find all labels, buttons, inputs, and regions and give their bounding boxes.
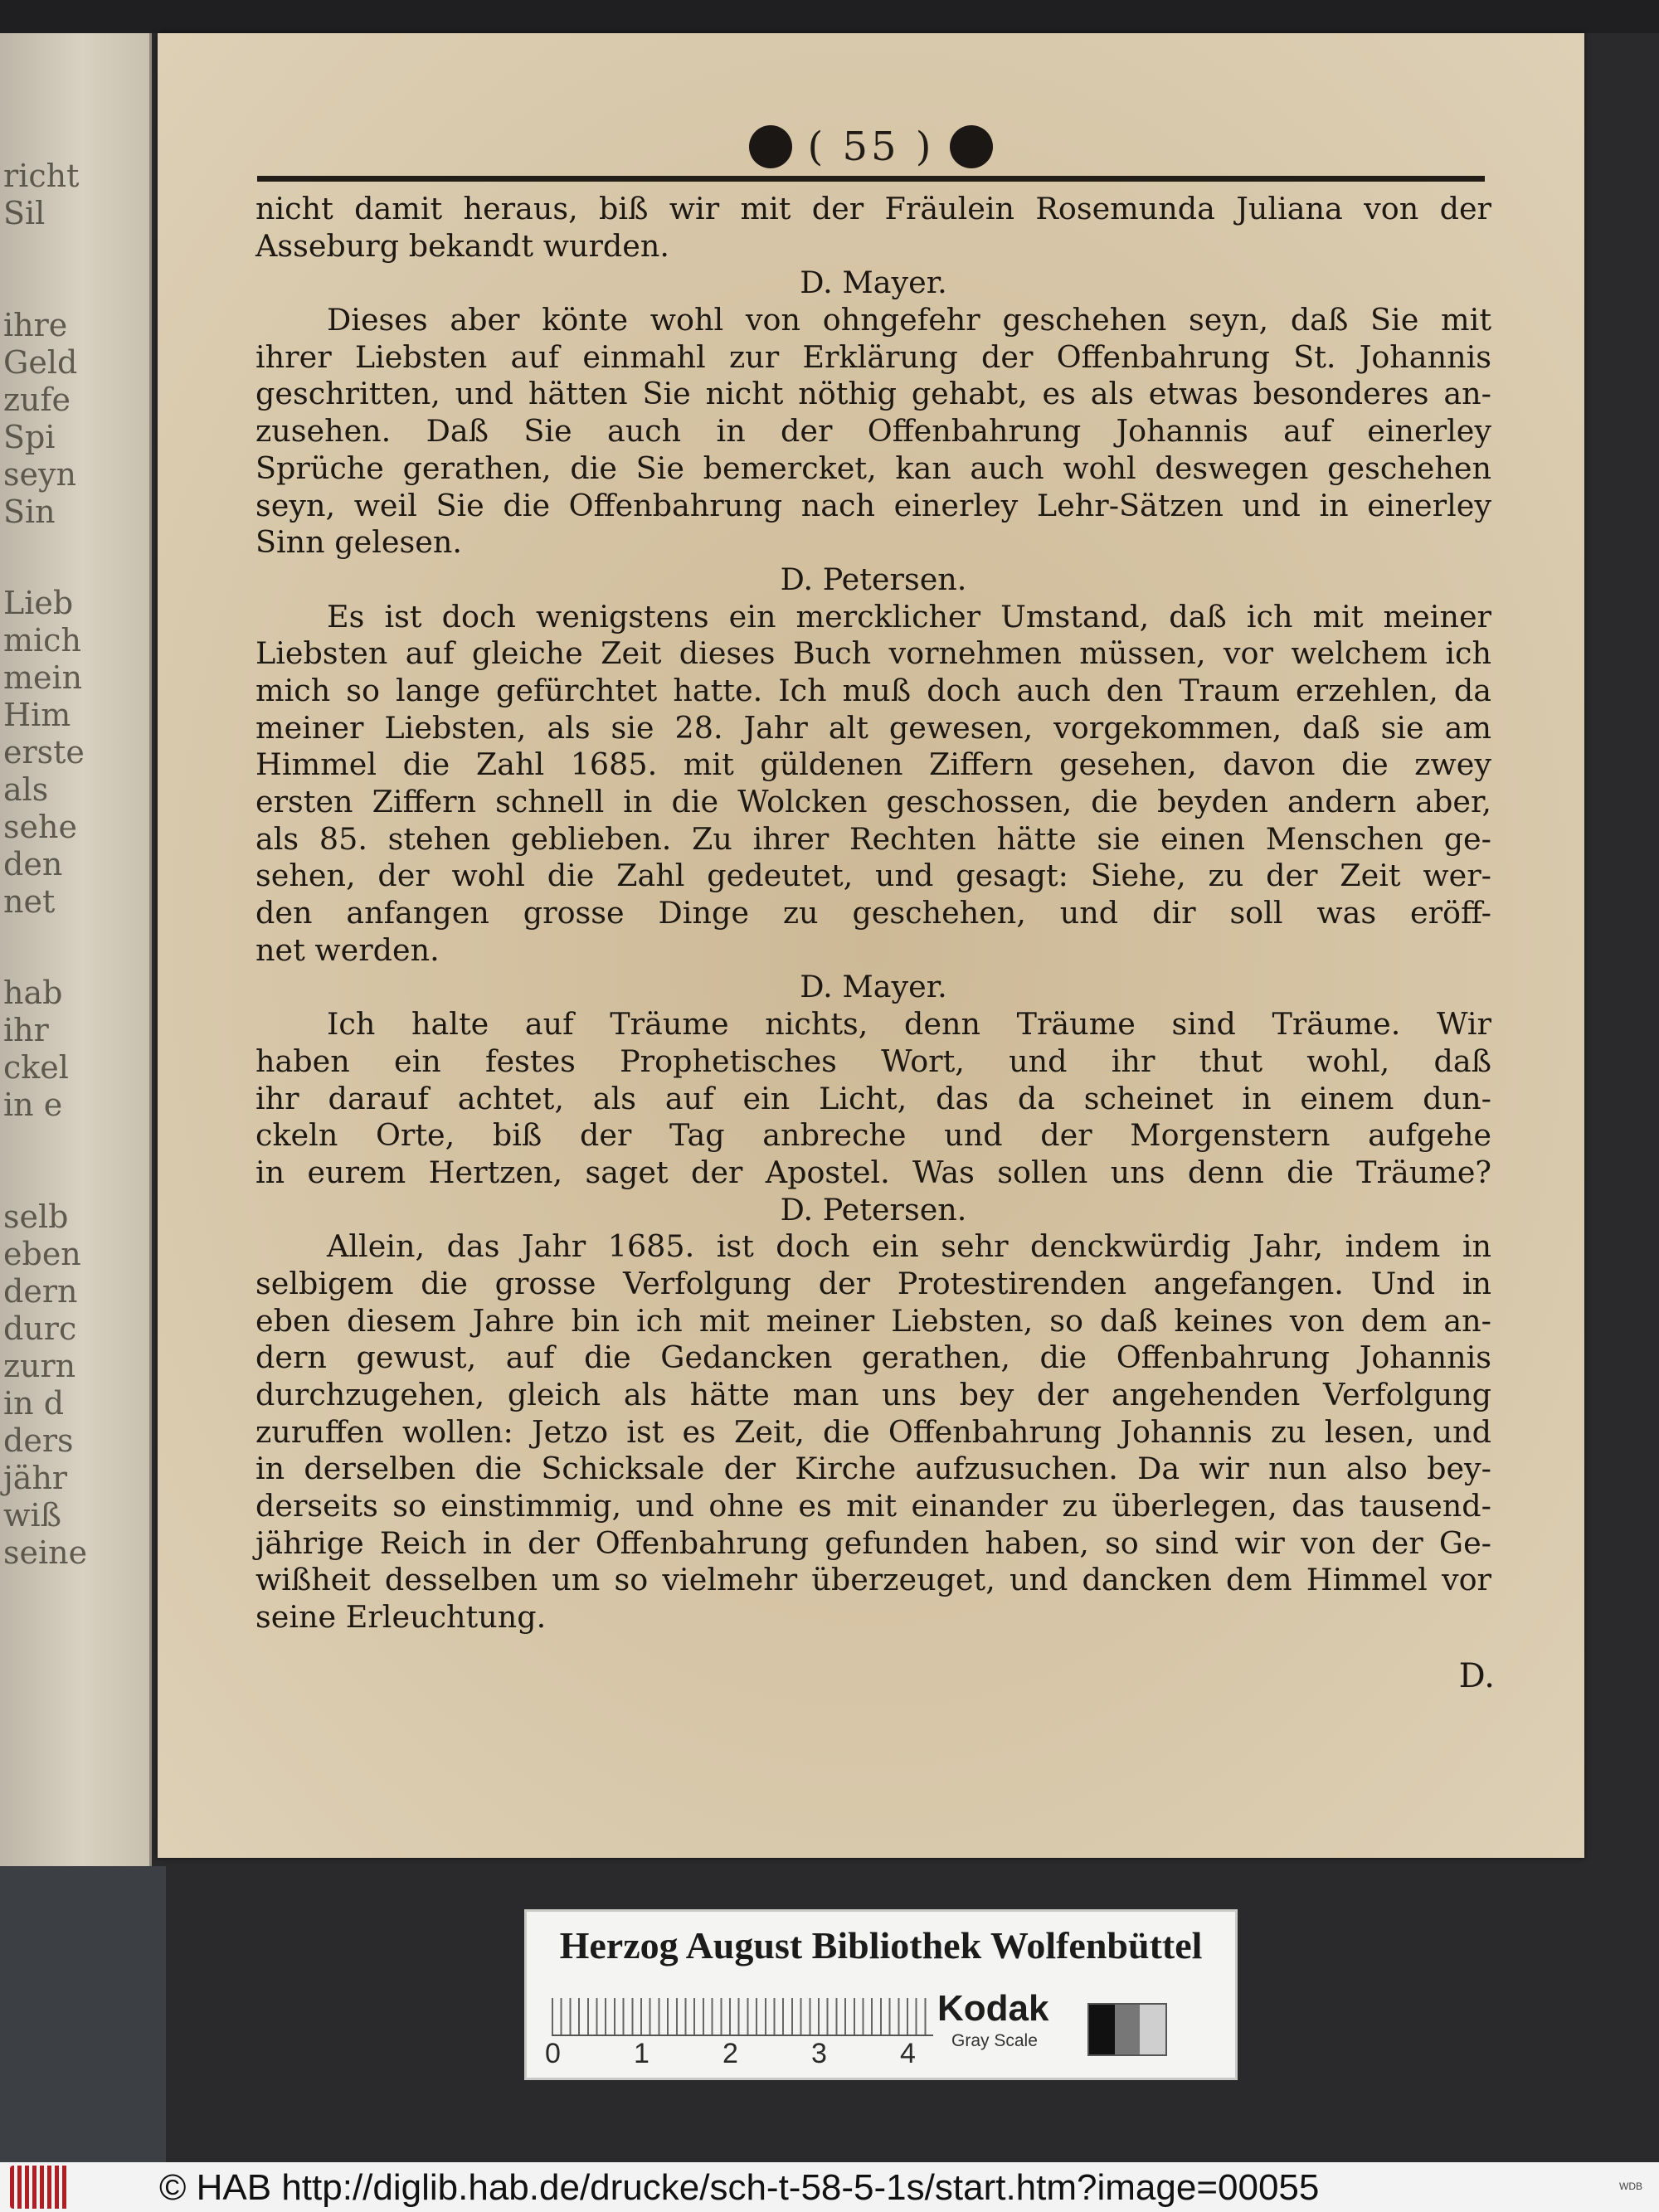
left-page-fragment: Him [3, 697, 71, 733]
text-line: zuruffen wollen: Jetzo ist es Zeit, die Offenbahrung Johannis zu lesen, und [255, 1413, 1491, 1450]
text-line: selbigem die grosse Verfolgung der Protestirenden angefangen. Und in [255, 1265, 1491, 1301]
ornament-right-icon [950, 125, 993, 168]
text-line: meiner Liebsten, als sie 28. Jahr alt gewesen, vorgekommen, daß sie am [255, 709, 1491, 746]
left-page-fragment: Spi [3, 419, 56, 455]
text-line: eben diesem Jahre bin ich mit meiner Liebsten, so daß keines von dem an- [255, 1302, 1491, 1339]
left-page-fragment: jähr [3, 1460, 68, 1496]
book-page [158, 33, 1584, 1858]
left-page-fragment: Lieb [3, 585, 74, 621]
left-page-fragment: eben [3, 1236, 81, 1272]
left-page-fragment: ckel [3, 1049, 69, 1086]
ruler-number: 0 [545, 2038, 561, 2069]
kodak-brand: Kodak [937, 1988, 1049, 2029]
left-page-fragment: in e [3, 1087, 63, 1123]
gray-swatch-mid [1115, 2005, 1141, 2054]
left-facing-page [0, 33, 152, 1866]
speaker-heading: D. Mayer. [800, 265, 947, 301]
page-body-text [255, 191, 1491, 1636]
left-page-fragment: zurn [3, 1348, 76, 1384]
text-line: Asseburg bekandt wurden. [255, 227, 669, 264]
text-line: Dieses aber könte wohl von ohngefehr geschehen seyn, daß Sie mit [327, 302, 1491, 338]
text-line: ersten Ziffern schnell in die Wolcken geschossen, die beyden andern aber, [255, 784, 1491, 819]
left-page-fragment: mich [3, 622, 81, 659]
left-page-fragment: sehe [3, 809, 77, 845]
gray-scale-patch [1087, 2003, 1167, 2056]
text-line: zusehen. Daß Sie auch in der Offenbahrung Johannis auf einerley [255, 413, 1491, 450]
left-page-text-fragments [0, 33, 145, 1866]
left-page-fragment: hab [3, 975, 63, 1011]
text-line: jährige Reich in der Offenbahrung gefunden haben, so sind wir von der Ge- [255, 1524, 1491, 1561]
left-page-fragment: Sin [3, 493, 56, 530]
left-page-fragment: ihre [3, 307, 68, 343]
ruler-number: 1 [634, 2038, 649, 2069]
left-page-fragment: in d [3, 1385, 65, 1422]
copyright-url[interactable]: © HAB http://diglib.hab.de/drucke/sch-t-58-5-1s/start.htm?image=00055 [159, 2167, 1320, 2208]
text-line: mich so lange gefürchtet hatte. Ich muß doch auch den Traum erzehlen, da [255, 672, 1491, 708]
ruler-number: 3 [811, 2038, 827, 2069]
text-line: in derselben die Schicksale der Kirche aufzusuchen. Da wir nun also bey- [255, 1451, 1491, 1487]
ornament-left-icon [749, 125, 792, 168]
text-line: ckeln Orte, biß der Tag anbreche und der Morgenstern aufgehe [255, 1117, 1491, 1154]
header-rule [257, 176, 1485, 182]
scale-ruler [552, 1985, 933, 2036]
text-line: Sinn gelesen. [255, 524, 462, 561]
left-page-fragment: durc [3, 1310, 77, 1347]
text-line: Ich halte auf Träume nichts, denn Träume sind Träume. Wir [327, 1006, 1491, 1043]
text-line: Liebsten auf gleiche Zeit dieses Buch vornehmen müssen, vor welchem ich [255, 635, 1491, 672]
text-line: sehen, der wohl die Zahl gedeutet, und gesagt: Siehe, zu der Zeit wer- [255, 858, 1491, 894]
page-header [158, 118, 1584, 176]
left-page-fragment: dern [3, 1273, 78, 1310]
left-page-fragment: erste [3, 734, 85, 771]
speaker-heading: D. Petersen. [780, 561, 967, 597]
left-page-fragment: seyn [3, 456, 76, 493]
text-line: ihr darauf achtet, als auf ein Licht, das da scheinet in einem dun- [255, 1080, 1491, 1116]
text-line: den anfangen grosse Dinge zu geschehen, und dir soll was eröff- [255, 895, 1491, 931]
left-page-fragment: ihr [3, 1012, 49, 1048]
library-color-card [524, 1909, 1238, 2080]
text-line: in eurem Hertzen, saget der Apostel. Was sollen uns denn die Träume? [255, 1154, 1491, 1190]
left-binding-shadow [0, 1866, 166, 2165]
left-page-fragment: den [3, 846, 63, 882]
speaker-heading: D. Petersen. [780, 1191, 967, 1228]
left-page-fragment: zufe [3, 382, 71, 418]
ruler-number: 4 [900, 2038, 916, 2069]
left-page-fragment: mein [3, 659, 83, 696]
ruler-number: 2 [722, 2038, 738, 2069]
library-name: Herzog August Bibliothek Wolfenbüttel [559, 1924, 1203, 1966]
left-page-fragment: Geld [3, 344, 78, 381]
left-page-fragment: Sil [3, 195, 46, 231]
gray-swatch-dark [1089, 2005, 1115, 2054]
speaker-heading: D. Mayer. [800, 969, 947, 1005]
left-page-fragment: ders [3, 1422, 74, 1459]
text-line: wißheit desselben um so vielmehr überzeuget, und dancken dem Himmel vor [255, 1562, 1491, 1598]
text-line: derseits so einstimmig, und ohne es mit einander zu überlegen, das tausend- [255, 1488, 1491, 1524]
text-line: Allein, das Jahr 1685. ist doch ein sehr denckwürdig Jahr, indem in [327, 1228, 1491, 1265]
text-line: nicht damit heraus, biß wir mit der Fräulein Rosemunda Juliana von der [255, 191, 1491, 226]
catchword: D. [1458, 1657, 1495, 1695]
left-page-fragment: selb [3, 1198, 69, 1235]
left-page-fragment: als [3, 771, 49, 808]
text-line: Himmel die Zahl 1685. mit güldenen Ziffern gesehen, davon die zwey [255, 746, 1491, 783]
corner-mark: WDB [1619, 2180, 1642, 2192]
left-page-fragment: richt [3, 158, 80, 194]
text-line: durchzugehen, gleich als hätte man uns bey der angehenden Verfolgung [255, 1377, 1491, 1412]
text-line: ihrer Liebsten auf einmahl zur Erklärung der Offenbahrung St. Johannis [255, 338, 1491, 375]
gray-swatch-light [1140, 2005, 1165, 2054]
left-page-fragment: seine [3, 1534, 88, 1571]
text-line: als 85. stehen geblieben. Zu ihrer Rechten hätte sie einen Menschen ge- [255, 820, 1491, 857]
left-page-fragment: net [3, 883, 56, 920]
left-page-fragment: wiß [3, 1497, 62, 1534]
top-dark-strip [0, 0, 1659, 33]
footer-bar [0, 2162, 1659, 2212]
hab-logo-icon [10, 2166, 70, 2209]
text-line: net werden. [255, 931, 440, 968]
text-line: seine Erleuchtung. [255, 1599, 547, 1636]
text-line: seyn, weil Sie die Offenbahrung nach einerley Lehr-Sätzen und in einerley [255, 487, 1491, 523]
text-line: Sprüche gerathen, die Sie bemercket, kan auch wohl deswegen geschehen [255, 450, 1491, 486]
text-line: dern gewust, auf die Gedancken gerathen, die Offenbahrung Johannis [255, 1339, 1491, 1376]
text-line: haben ein festes Prophetisches Wort, und ihr thut wohl, daß [255, 1043, 1491, 1079]
kodak-subtitle: Gray Scale [951, 2031, 1038, 2050]
page-number: ( 55 ) [807, 124, 935, 170]
text-line: geschritten, und hätten Sie nicht nöthig gehabt, es als etwas besonderes an- [255, 376, 1491, 412]
text-line: Es ist doch wenigstens ein mercklicher Umstand, daß ich mit meiner [327, 598, 1491, 634]
